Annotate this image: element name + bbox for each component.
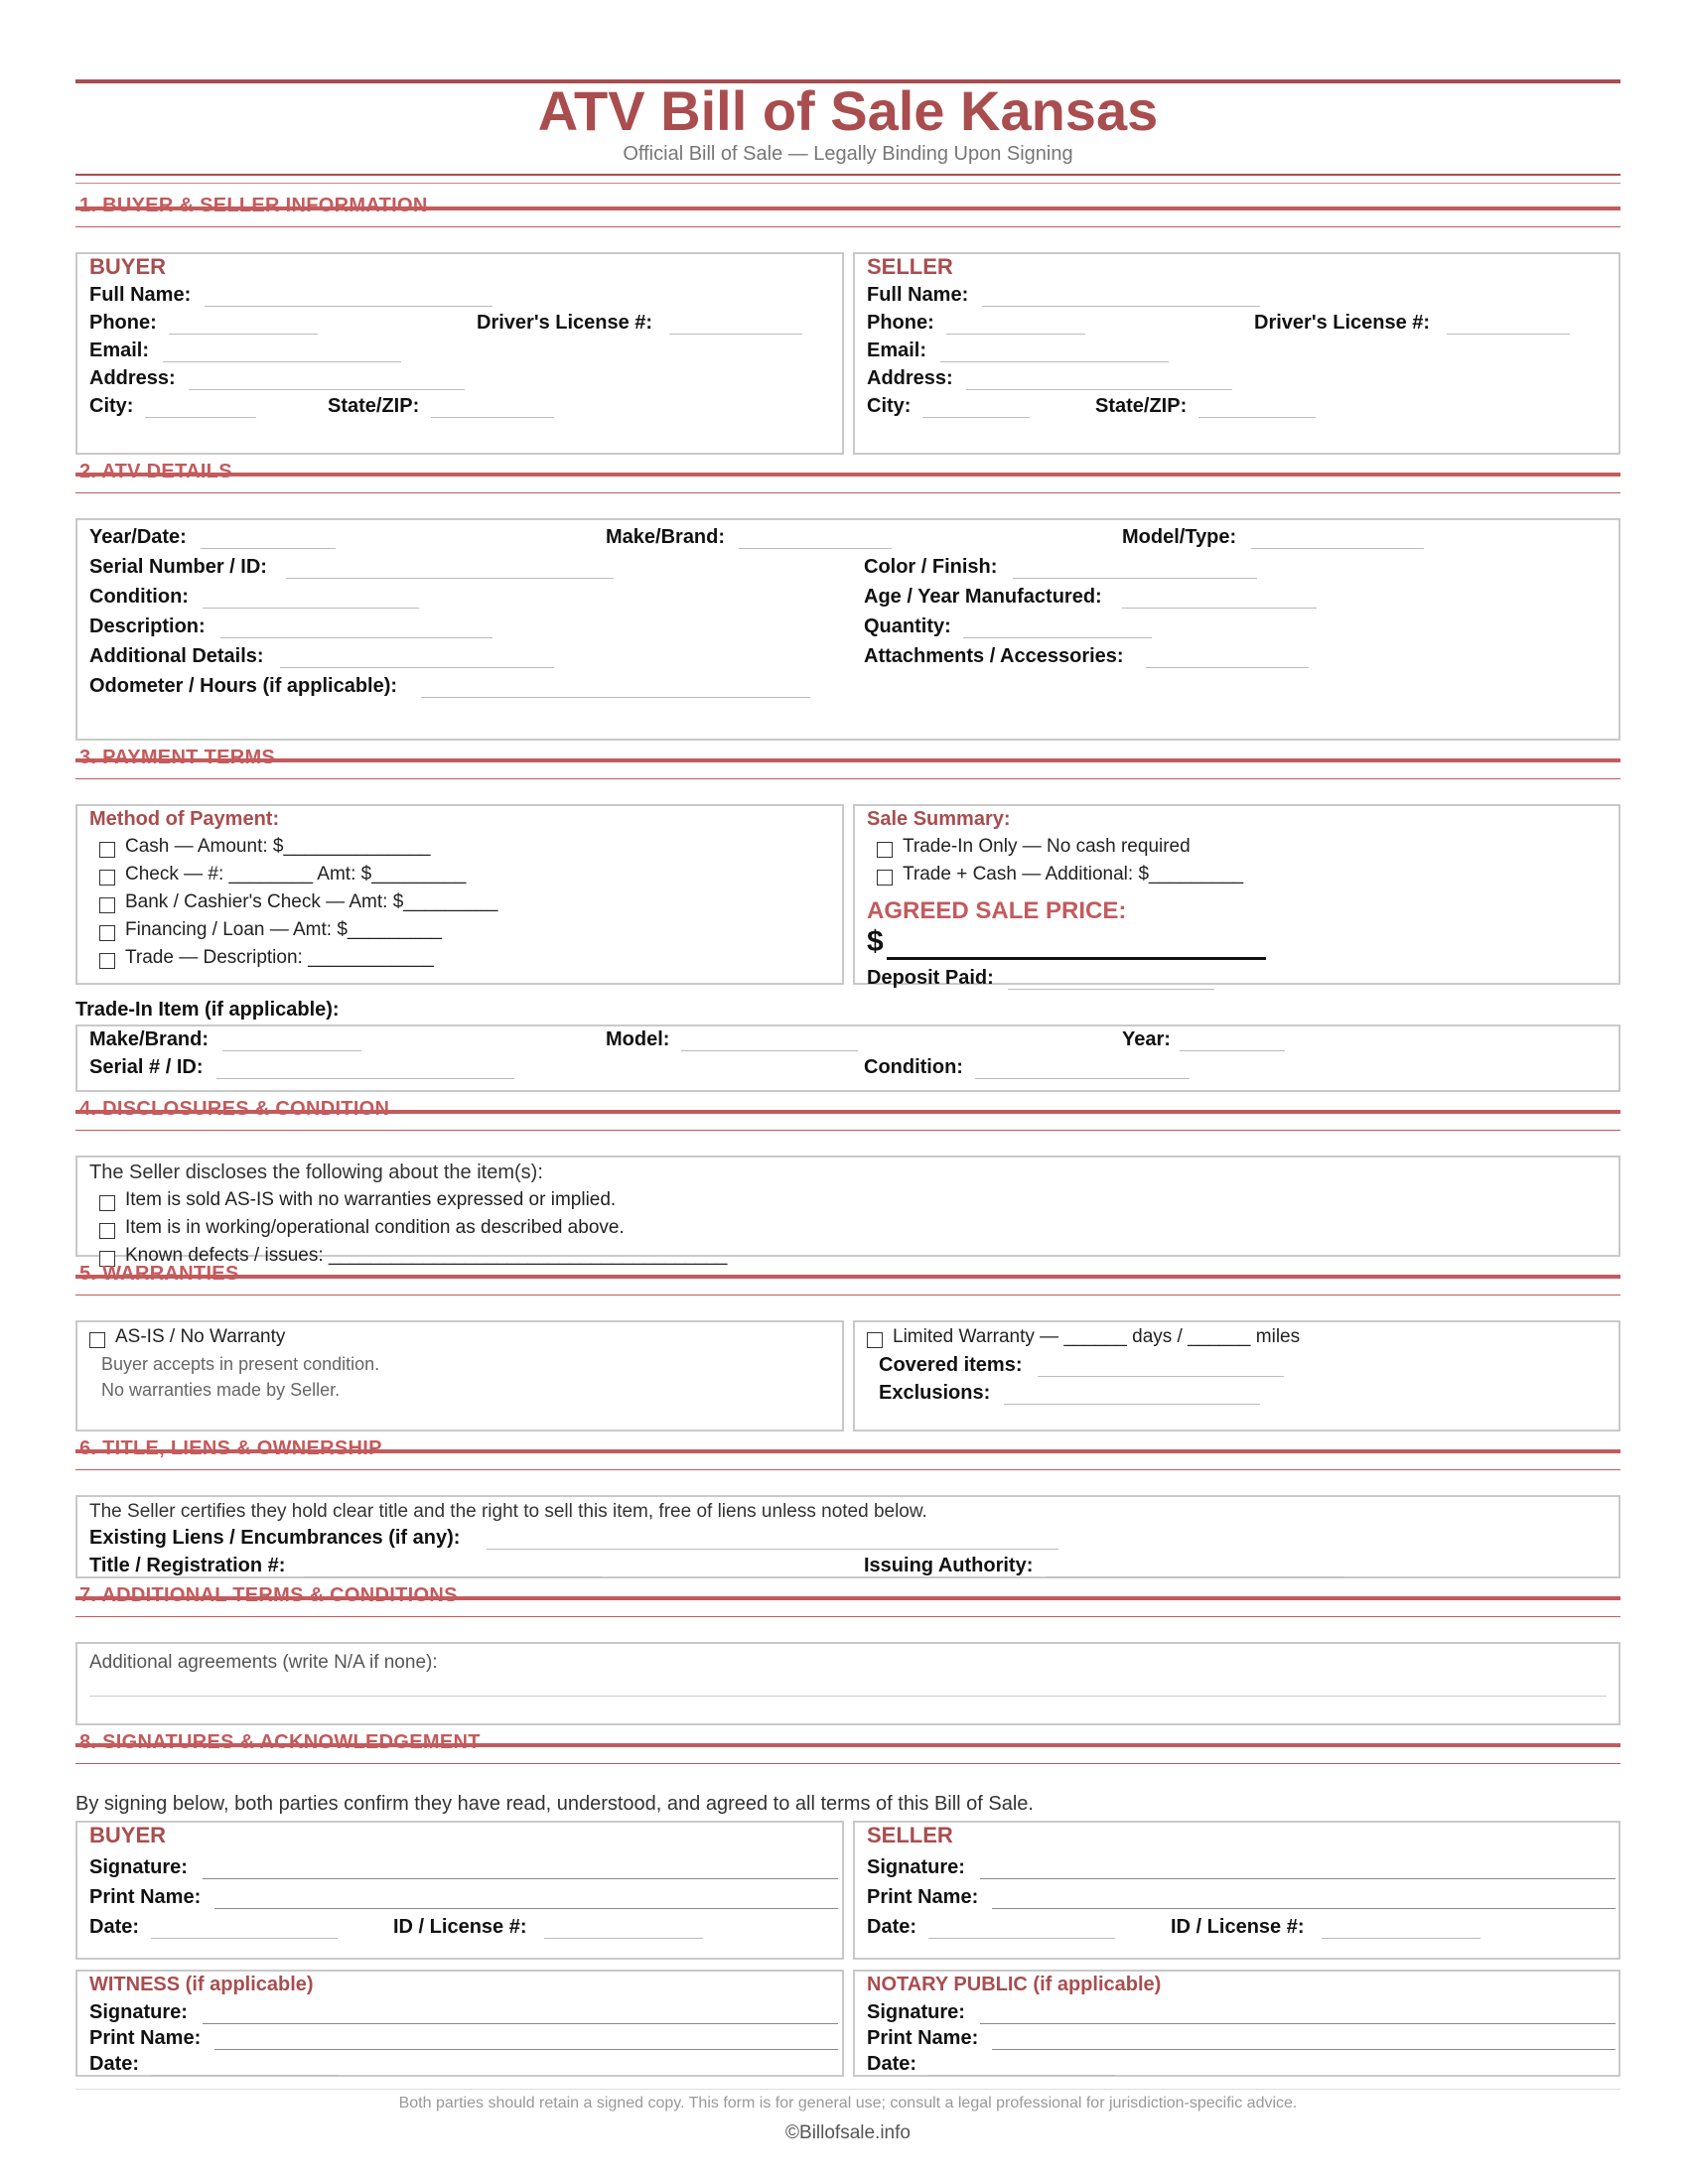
title-registration-label: Title / Registration #: bbox=[89, 1555, 286, 1576]
dollar-sign: $ bbox=[867, 925, 884, 958]
footer-rule bbox=[75, 2089, 1620, 2090]
trade-in-condition-label: Condition: bbox=[864, 1056, 963, 1078]
notary-print-name-label: Print Name: bbox=[867, 2027, 979, 2049]
notary-box bbox=[853, 1970, 1620, 2077]
buyer-heading: BUYER bbox=[89, 254, 167, 279]
financing-option-label: Financing / Loan — Amt: $_________ bbox=[125, 919, 443, 940]
trade-in-only-label: Trade-In Only — No cash required bbox=[903, 836, 1191, 857]
header-rule-thin bbox=[75, 183, 1620, 184]
seller-print-name-field[interactable] bbox=[992, 1908, 1616, 1909]
limited-warranty-box bbox=[853, 1320, 1620, 1432]
seller-signature-box bbox=[853, 1821, 1620, 1960]
atv-make-label: Make/Brand: bbox=[606, 526, 726, 548]
notary-heading: NOTARY PUBLIC (if applicable) bbox=[867, 1974, 1162, 1995]
trade-in-make-label: Make/Brand: bbox=[89, 1028, 210, 1050]
seller-state-zip-field[interactable] bbox=[1198, 417, 1316, 418]
buyer-print-name-field[interactable] bbox=[214, 1908, 838, 1909]
seller-address-label: Address: bbox=[867, 367, 953, 389]
buyer-signature-heading: BUYER bbox=[89, 1823, 167, 1847]
additional-terms-box bbox=[75, 1642, 1620, 1725]
buyer-print-name-label: Print Name: bbox=[89, 1886, 202, 1908]
section-title: 4. DISCLOSURES & CONDITION bbox=[79, 1098, 390, 1120]
buyer-phone-field[interactable] bbox=[169, 334, 318, 335]
disclosures-box bbox=[75, 1156, 1620, 1266]
witness-signature-label: Signature: bbox=[89, 2001, 188, 2023]
witness-signature-field[interactable] bbox=[203, 2023, 838, 2024]
as-is-warranty-label: AS-IS / No Warranty bbox=[115, 1326, 286, 1347]
seller-phone-field[interactable] bbox=[946, 334, 1085, 335]
atv-odometer-label: Odometer / Hours (if applicable): bbox=[89, 675, 398, 697]
document-subtitle: Official Bill of Sale — Legally Binding Upon Signing bbox=[623, 143, 1073, 165]
title-registration-field[interactable] bbox=[304, 1576, 602, 1577]
buyer-city-label: City: bbox=[89, 395, 134, 417]
atv-color-label: Color / Finish: bbox=[864, 556, 998, 578]
section-title: 6. TITLE, LIENS & OWNERSHIP bbox=[79, 1437, 382, 1459]
seller-state-zip-label: State/ZIP: bbox=[1095, 395, 1188, 417]
title-liens-box bbox=[75, 1495, 1620, 1578]
seller-full-name-field[interactable] bbox=[982, 306, 1260, 307]
witness-heading: WITNESS (if applicable) bbox=[89, 1974, 314, 1995]
signatures-confirmation: By signing below, both parties confirm they have read, understood, and agreed to all terms of this Bill of Sale. bbox=[75, 1793, 1034, 1815]
buyer-signature-box bbox=[75, 1821, 844, 1960]
buyer-license-label: Driver's License #: bbox=[477, 312, 653, 334]
witness-print-name-field[interactable] bbox=[214, 2049, 838, 2050]
trade-in-make-field[interactable] bbox=[222, 1050, 361, 1051]
buyer-state-zip-field[interactable] bbox=[431, 417, 554, 418]
buyer-date-field[interactable] bbox=[151, 1938, 338, 1939]
buyer-address-label: Address: bbox=[89, 367, 176, 389]
title-certify-text: The Seller certifies they hold clear title and the right to sell this item, free of liens unless noted below. bbox=[89, 1501, 927, 1522]
buyer-date-label: Date: bbox=[89, 1916, 140, 1938]
as-is-disclosure-label: Item is sold AS-IS with no warranties expressed or implied. bbox=[125, 1189, 617, 1210]
atv-model-label: Model/Type: bbox=[1122, 526, 1237, 548]
document-title: ATV Bill of Sale Kansas bbox=[537, 79, 1159, 142]
exclusions-label: Exclusions: bbox=[879, 1382, 991, 1404]
known-defects-label: Known defects / issues: ______________________________________ bbox=[125, 1245, 728, 1266]
as-is-warranty-line2: No warranties made by Seller. bbox=[101, 1380, 341, 1400]
section-title: 1. BUYER & SELLER INFORMATION bbox=[79, 195, 428, 216]
trade-in-model-field[interactable] bbox=[681, 1050, 858, 1051]
buyer-info-box bbox=[75, 252, 844, 455]
agreed-sale-price-label: AGREED SALE PRICE: bbox=[867, 897, 1127, 924]
buyer-email-field[interactable] bbox=[163, 361, 401, 362]
atv-quantity-label: Quantity: bbox=[864, 615, 951, 637]
witness-box bbox=[75, 1970, 844, 2077]
existing-liens-label: Existing Liens / Encumbrances (if any): bbox=[89, 1527, 461, 1549]
check-checkbox[interactable] bbox=[99, 870, 115, 886]
seller-date-label: Date: bbox=[867, 1916, 917, 1938]
trade-in-condition-field[interactable] bbox=[975, 1078, 1190, 1079]
header-rule bbox=[75, 174, 1620, 176]
trade-in-serial-field[interactable] bbox=[216, 1078, 514, 1079]
seller-city-label: City: bbox=[867, 395, 912, 417]
seller-license-field[interactable] bbox=[1447, 334, 1570, 335]
footer-note: Both parties should retain a signed copy. This form is for general use; consult a legal professional for jurisdiction-specific advice. bbox=[398, 2095, 1298, 2112]
working-condition-checkbox[interactable] bbox=[99, 1223, 115, 1239]
atv-description-field[interactable] bbox=[220, 637, 492, 638]
seller-phone-label: Phone: bbox=[867, 312, 934, 334]
atv-serial-field[interactable] bbox=[286, 578, 614, 579]
atv-attachments-label: Attachments / Accessories: bbox=[864, 645, 1124, 667]
trade-in-only-checkbox[interactable] bbox=[877, 842, 893, 858]
covered-items-field[interactable] bbox=[1038, 1376, 1284, 1377]
seller-email-field[interactable] bbox=[940, 361, 1169, 362]
issuing-authority-label: Issuing Authority: bbox=[864, 1555, 1034, 1576]
buyer-full-name-field[interactable] bbox=[205, 306, 492, 307]
buyer-id-license-label: ID / License #: bbox=[393, 1916, 527, 1938]
seller-city-field[interactable] bbox=[922, 417, 1030, 418]
footer-copyright: ©Billofsale.info bbox=[785, 2122, 911, 2143]
trade-in-box bbox=[75, 1024, 1620, 1092]
atv-age-field[interactable] bbox=[1122, 608, 1317, 609]
buyer-id-license-field[interactable] bbox=[544, 1938, 703, 1939]
notary-date-field[interactable] bbox=[928, 2075, 1115, 2076]
notary-signature-label: Signature: bbox=[867, 2001, 965, 2023]
atv-condition-label: Condition: bbox=[89, 586, 189, 608]
witness-print-name-label: Print Name: bbox=[89, 2027, 202, 2049]
atv-additional-field[interactable] bbox=[280, 667, 554, 668]
atv-age-label: Age / Year Manufactured: bbox=[864, 586, 1102, 608]
check-option-label: Check — #: ________ Amt: $_________ bbox=[125, 864, 467, 885]
trade-option-label: Trade — Description: ____________ bbox=[125, 947, 434, 968]
seller-signature-label: Signature: bbox=[867, 1856, 965, 1878]
atv-color-field[interactable] bbox=[1013, 578, 1257, 579]
buyer-city-field[interactable] bbox=[145, 417, 256, 418]
atv-make-field[interactable] bbox=[739, 548, 892, 549]
section-title: 3. PAYMENT TERMS bbox=[79, 747, 276, 768]
section-title: 8. SIGNATURES & ACKNOWLEDGEMENT bbox=[79, 1731, 481, 1753]
cash-checkbox[interactable] bbox=[99, 842, 115, 858]
trade-in-model-label: Model: bbox=[606, 1028, 670, 1050]
buyer-signature-field[interactable] bbox=[203, 1878, 838, 1879]
limited-warranty-label: Limited Warranty — ______ days / ______ miles bbox=[893, 1326, 1301, 1347]
buyer-state-zip-label: State/ZIP: bbox=[328, 395, 420, 417]
atv-year-label: Year/Date: bbox=[89, 526, 187, 548]
seller-info-box bbox=[853, 252, 1620, 455]
seller-email-label: Email: bbox=[867, 340, 927, 361]
seller-date-field[interactable] bbox=[928, 1938, 1115, 1939]
bank-check-option-label: Bank / Cashier's Check — Amt: $_________ bbox=[125, 891, 498, 912]
atv-condition-field[interactable] bbox=[203, 608, 419, 609]
seller-license-label: Driver's License #: bbox=[1254, 312, 1431, 334]
bill-of-sale-page bbox=[75, 0, 1620, 2184]
section-title: 2. ATV DETAILS bbox=[79, 461, 232, 482]
bank-check-checkbox[interactable] bbox=[99, 897, 115, 913]
seller-print-name-label: Print Name: bbox=[867, 1886, 979, 1908]
trade-in-year-label: Year: bbox=[1122, 1028, 1171, 1050]
atv-attachments-field[interactable] bbox=[1146, 667, 1309, 668]
additional-terms-field[interactable] bbox=[89, 1696, 1607, 1697]
trade-checkbox[interactable] bbox=[99, 953, 115, 969]
as-is-warranty-checkbox[interactable] bbox=[89, 1332, 105, 1348]
as-is-warranty-box bbox=[75, 1320, 844, 1432]
seller-address-field[interactable] bbox=[966, 389, 1232, 390]
as-is-warranty-line1: Buyer accepts in present condition. bbox=[101, 1354, 380, 1374]
seller-full-name-label: Full Name: bbox=[867, 284, 969, 306]
trade-plus-cash-label: Trade + Cash — Additional: $_________ bbox=[903, 864, 1244, 885]
cash-option-label: Cash — Amount: $______________ bbox=[125, 836, 431, 857]
deposit-paid-field[interactable] bbox=[1008, 989, 1214, 990]
seller-id-license-field[interactable] bbox=[1322, 1938, 1480, 1939]
notary-date-label: Date: bbox=[867, 2053, 917, 2075]
witness-date-label: Date: bbox=[89, 2053, 140, 2075]
section-title: 7. ADDITIONAL TERMS & CONDITIONS bbox=[79, 1584, 458, 1606]
payment-method-box bbox=[75, 804, 844, 985]
seller-heading: SELLER bbox=[867, 254, 953, 279]
atv-details-box bbox=[75, 518, 1620, 741]
financing-checkbox[interactable] bbox=[99, 925, 115, 941]
existing-liens-field[interactable] bbox=[487, 1549, 1058, 1550]
notary-print-name-field[interactable] bbox=[992, 2049, 1616, 2050]
trade-in-heading: Trade-In Item (if applicable): bbox=[75, 999, 340, 1021]
additional-terms-prompt: Additional agreements (write N/A if none): bbox=[89, 1652, 438, 1673]
exclusions-field[interactable] bbox=[1004, 1404, 1260, 1405]
sale-summary-box bbox=[853, 804, 1620, 989]
trade-in-serial-label: Serial # / ID: bbox=[89, 1056, 204, 1078]
trade-plus-cash-checkbox[interactable] bbox=[877, 870, 893, 886]
covered-items-label: Covered items: bbox=[879, 1354, 1023, 1376]
atv-odometer-field[interactable] bbox=[421, 697, 810, 698]
section-title: 5. WARRANTIES bbox=[79, 1263, 239, 1285]
atv-year-field[interactable] bbox=[201, 548, 336, 549]
atv-additional-label: Additional Details: bbox=[89, 645, 264, 667]
buyer-full-name-label: Full Name: bbox=[89, 284, 192, 306]
atv-serial-label: Serial Number / ID: bbox=[89, 556, 267, 578]
as-is-disclosure-checkbox[interactable] bbox=[99, 1195, 115, 1211]
atv-description-label: Description: bbox=[89, 615, 206, 637]
limited-warranty-checkbox[interactable] bbox=[867, 1332, 883, 1348]
sale-summary-heading: Sale Summary: bbox=[867, 808, 1011, 830]
buyer-signature-label: Signature: bbox=[89, 1856, 188, 1878]
buyer-email-label: Email: bbox=[89, 340, 150, 361]
issuing-authority-field[interactable] bbox=[1047, 1576, 1344, 1577]
trade-in-year-field[interactable] bbox=[1180, 1050, 1285, 1051]
payment-method-heading: Method of Payment: bbox=[89, 808, 280, 830]
atv-model-field[interactable] bbox=[1251, 548, 1424, 549]
buyer-phone-label: Phone: bbox=[89, 312, 157, 334]
atv-quantity-field[interactable] bbox=[963, 637, 1152, 638]
working-condition-label: Item is in working/operational condition as described above. bbox=[125, 1217, 625, 1238]
seller-id-license-label: ID / License #: bbox=[1171, 1916, 1305, 1938]
seller-signature-field[interactable] bbox=[980, 1878, 1616, 1879]
disclosures-intro: The Seller discloses the following about the item(s): bbox=[89, 1161, 543, 1183]
seller-signature-heading: SELLER bbox=[867, 1823, 953, 1847]
buyer-license-field[interactable] bbox=[669, 334, 802, 335]
deposit-paid-label: Deposit Paid: bbox=[867, 967, 994, 989]
agreed-sale-price-field[interactable] bbox=[887, 957, 1266, 960]
witness-date-field[interactable] bbox=[151, 2075, 338, 2076]
notary-signature-field[interactable] bbox=[980, 2023, 1616, 2024]
buyer-address-field[interactable] bbox=[189, 389, 465, 390]
